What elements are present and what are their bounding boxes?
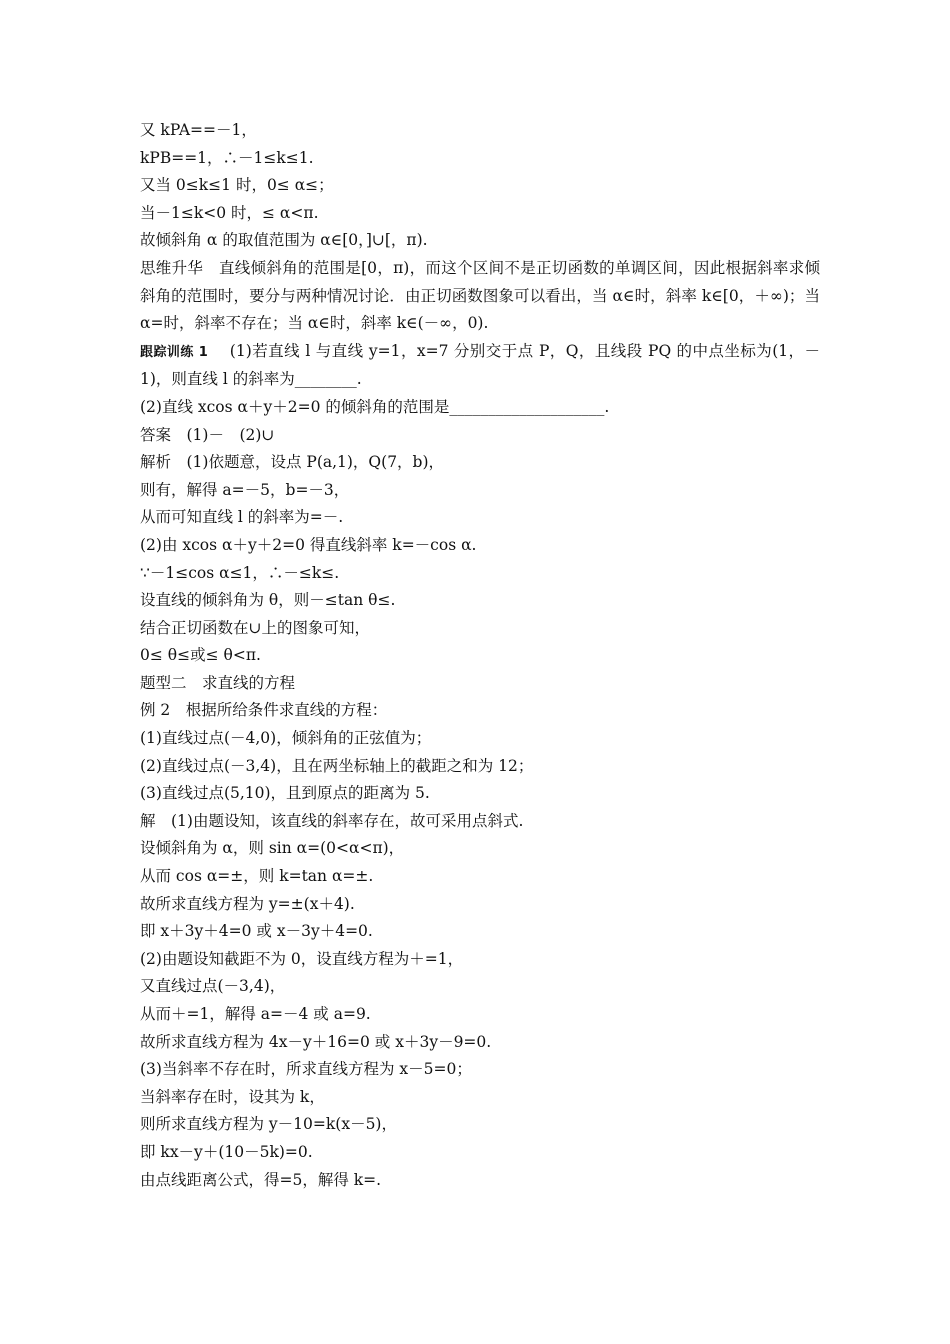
text-line: 则有，解得 a=－5，b=－3， xyxy=(140,480,350,499)
text-line: 即 kx－y＋(10－5k)=0. xyxy=(140,1142,313,1161)
text-line: 结合正切函数在∪上的图象可知， xyxy=(140,618,370,637)
text-line: (2)由题设知截距不为 0，设直线方程为＋=1， xyxy=(140,949,464,968)
text-line: 又当 0≤k≤1 时，0≤ α≤； xyxy=(140,176,334,195)
text-line: 故所求直线方程为 4x－y＋16=0 或 x＋3y－9=0. xyxy=(140,1032,492,1051)
text-line: ∵－1≤cos α≤1，∴－≤k≤. xyxy=(140,563,340,582)
text-line: (1)直线过点(－4,0)，倾斜角的正弦值为； xyxy=(140,729,432,748)
text-line: 答案 (1)－ (2)∪ xyxy=(140,425,275,444)
text-line: 故倾斜角 α 的取值范围为 α∈[0，]∪[，π). xyxy=(140,231,428,250)
summary-paragraph: 思维升华 直线倾斜角的范围是[0，π)，而这个区间不是正切函数的单调区间，因此根据斜率求倾斜角的范围时，要分与两种情况讨论．由正切函数图象可以看出，当 α∈时，斜率 k∈[0，＋∞)；当 α=时，斜率不存在；当 α∈时，斜率 k∈(－∞，0). xyxy=(140,258,820,333)
text-line: 从而 cos α=±，则 k=tan α=±. xyxy=(140,867,374,886)
text-line: kPB==1，∴－1≤k≤1. xyxy=(140,148,314,167)
text-line: (2)直线 xcos α＋y＋2=0 的倾斜角的范围是____________________. xyxy=(140,397,610,416)
exercise-question-1: (1)若直线 l 与直线 y=1，x=7 分别交于点 P，Q，且线段 PQ 的中点坐标为(1，－1)，则直线 l 的斜率为________. xyxy=(140,341,820,389)
text-line: (2)由 xcos α＋y＋2=0 得直线斜率 k=－cos α. xyxy=(140,535,477,554)
text-line: (3)直线过点(5,10)，且到原点的距离为 5. xyxy=(140,784,430,803)
text-line: 从而可知直线 l 的斜率为=－. xyxy=(140,508,344,527)
text-line: 解 (1)由题设知，该直线的斜率存在，故可采用点斜式. xyxy=(140,811,524,830)
example-heading: 例 2 根据所给条件求直线的方程： xyxy=(140,701,388,720)
text-line: (3)当斜率不存在时，所求直线方程为 x－5=0； xyxy=(140,1060,472,1079)
text-line: 当斜率存在时，设其为 k， xyxy=(140,1087,325,1106)
text-line: 从而＋=1，解得 a=－4 或 a=9. xyxy=(140,1005,371,1023)
text-line: 故所求直线方程为 y=±(x＋4). xyxy=(140,894,355,913)
text-line: 设倾斜角为 α，则 sin α=(0<α<π)， xyxy=(140,839,405,858)
text-line: 设直线的倾斜角为 θ，则－≤tan θ≤. xyxy=(140,591,396,610)
document-page xyxy=(140,117,820,1194)
text-line: 又直线过点(－3,4)， xyxy=(140,977,286,996)
text-line: 解析 (1)依题意，设点 P(a,1)，Q(7，b)， xyxy=(140,453,445,472)
text-line: 由点线距离公式，得=5，解得 k=. xyxy=(140,1170,382,1189)
text-line: 则所求直线方程为 y－10=k(x－5)， xyxy=(140,1115,397,1134)
section-heading: 题型二 求直线的方程 xyxy=(140,673,296,692)
text-line: 又 kPA==－1， xyxy=(140,121,257,139)
exercise-label: 跟踪训练 1 xyxy=(140,344,208,360)
text-line: (2)直线过点(－3,4)，且在两坐标轴上的截距之和为 12； xyxy=(140,756,534,775)
text-line: 当－1≤k<0 时，≤ α<π. xyxy=(140,203,319,222)
text-line: 即 x＋3y＋4=0 或 x－3y＋4=0. xyxy=(140,922,373,941)
exercise-paragraph xyxy=(140,338,820,394)
text-line: 0≤ θ≤或≤ θ<π. xyxy=(140,646,261,665)
